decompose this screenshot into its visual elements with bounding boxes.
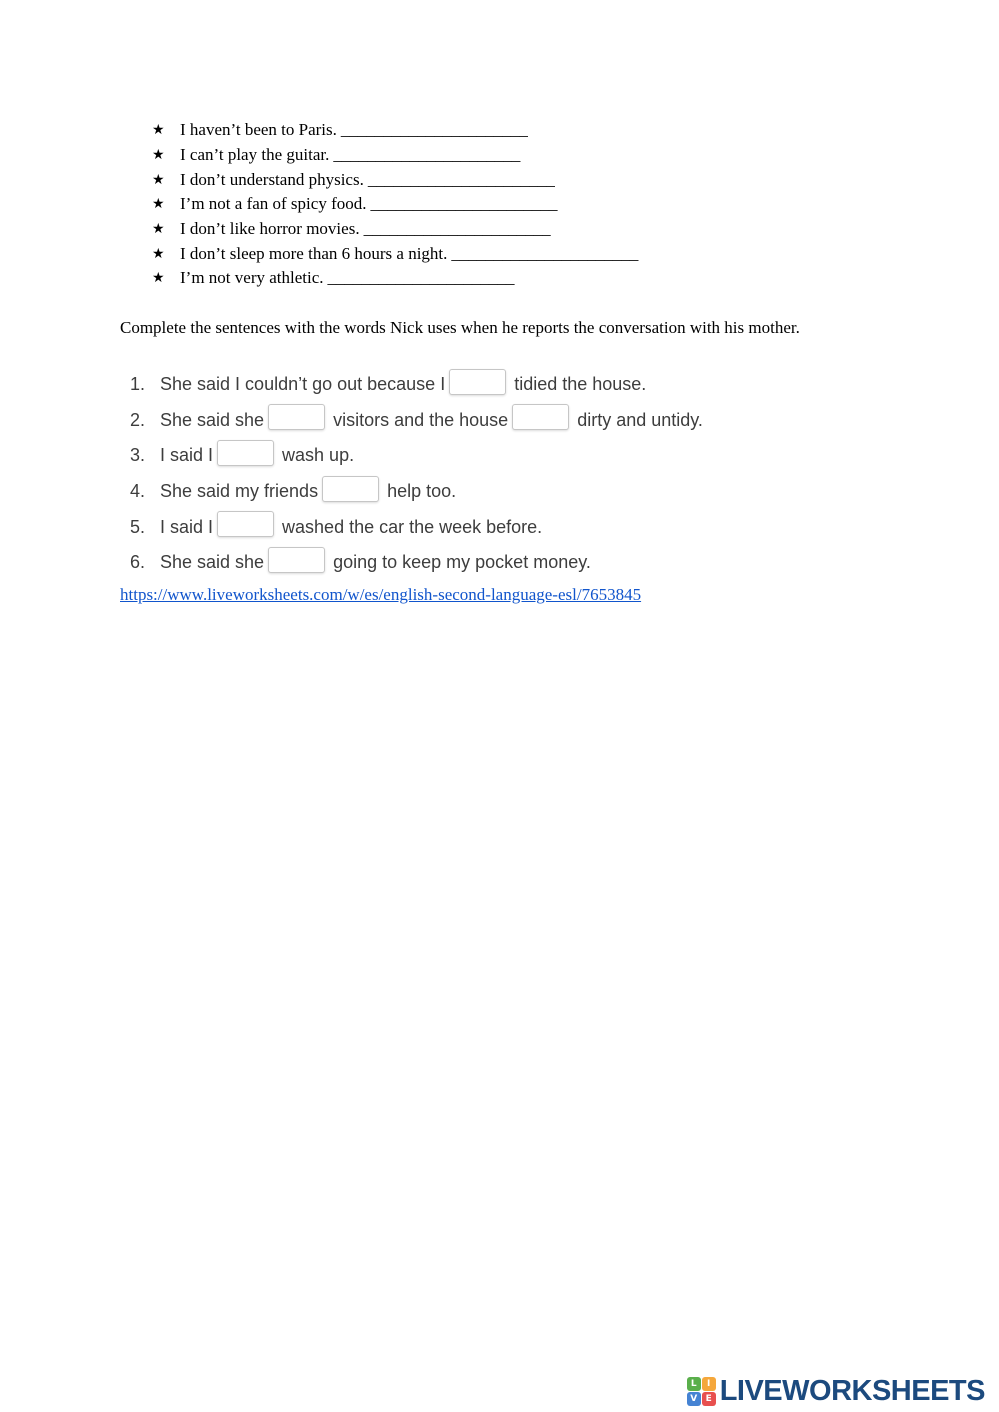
answer-input-4[interactable] [217, 440, 274, 466]
star-bullet-icon: ★ [152, 122, 165, 139]
sentence-text: I haven’t been to Paris. [180, 120, 337, 140]
list-item [152, 118, 638, 143]
exercise-text: She said she [160, 552, 265, 573]
liveworksheets-logo [687, 1377, 985, 1406]
exercise-text: visitors and the house [333, 409, 509, 430]
liveworksheets-logo-icon [687, 1377, 716, 1406]
blank-line: ______________________ [367, 169, 555, 189]
answer-input-7[interactable] [268, 547, 325, 573]
exercise-text: tidied the house. [514, 374, 647, 395]
exercise-row [130, 367, 703, 403]
exercise-text: She said my friends [160, 481, 319, 502]
blank-line: ______________________ [370, 194, 558, 214]
exercise-number: 4. [130, 481, 146, 502]
exercise-number: 5. [130, 516, 146, 537]
blank-line: ______________________ [327, 268, 515, 288]
exercise-text: I said I [160, 445, 214, 466]
list-item [152, 143, 638, 168]
exercise-text: She said I couldn’t go out because I [160, 374, 446, 395]
exercise-row [130, 403, 703, 439]
blank-line: ______________________ [333, 145, 521, 165]
exercise-text: help too. [387, 481, 457, 502]
exercise-number: 2. [130, 409, 146, 430]
exercise-text: wash up. [282, 445, 355, 466]
answer-input-3[interactable] [512, 404, 569, 430]
star-bullet-icon: ★ [152, 196, 165, 213]
logo-block-v: V [687, 1392, 701, 1406]
sentence-text: I don’t sleep more than 6 hours a night. [180, 243, 448, 263]
star-bullet-icon: ★ [152, 171, 165, 188]
answer-input-2[interactable] [268, 404, 325, 430]
blank-line: ______________________ [363, 219, 551, 239]
list-item [152, 241, 638, 266]
negative-sentences-list [152, 118, 638, 291]
sentence-text: I’m not a fan of spicy food. [180, 194, 367, 214]
blank-line: ______________________ [340, 120, 528, 140]
exercise-row [130, 509, 703, 545]
list-item [152, 167, 638, 192]
star-bullet-icon: ★ [152, 147, 165, 164]
logo-block-e: E [702, 1392, 716, 1406]
exercise-text: dirty and untidy. [577, 409, 703, 430]
sentence-text: I don’t like horror movies. [180, 219, 360, 239]
list-item [152, 266, 638, 291]
logo-block-i: I [702, 1377, 716, 1391]
star-bullet-icon: ★ [152, 245, 165, 262]
exercise-text: I said I [160, 516, 214, 537]
star-bullet-icon: ★ [152, 221, 165, 238]
liveworksheets-wordmark: LIVEWORKSHEETS [719, 1375, 985, 1407]
exercise-number: 6. [130, 552, 146, 573]
list-item [152, 192, 638, 217]
exercise-text: She said she [160, 409, 265, 430]
answer-input-5[interactable] [322, 476, 379, 502]
sentence-text: I can’t play the guitar. [180, 145, 330, 165]
answer-input-6[interactable] [217, 511, 274, 537]
logo-block-l: L [687, 1377, 701, 1391]
exercise-text: going to keep my pocket money. [333, 552, 591, 573]
exercise-row [130, 438, 703, 474]
blank-line: ______________________ [451, 243, 639, 263]
list-item [152, 217, 638, 242]
exercise-row [130, 474, 703, 510]
exercise-list [130, 367, 703, 581]
exercise-number: 3. [130, 445, 146, 466]
worksheet-link[interactable]: https://www.liveworksheets.com/w/es/english-second-language-esl/7653845 [120, 585, 642, 604]
answer-input-1[interactable] [449, 369, 506, 395]
exercise-number: 1. [130, 374, 146, 395]
exercise-text: washed the car the week before. [282, 516, 543, 537]
star-bullet-icon: ★ [152, 270, 165, 287]
sentence-text: I don’t understand physics. [180, 169, 364, 189]
sentence-text: I’m not very athletic. [180, 268, 324, 288]
exercise-row [130, 545, 703, 581]
instruction-text: Complete the sentences with the words Nick uses when he reports the conversation with his mother. [120, 318, 800, 337]
